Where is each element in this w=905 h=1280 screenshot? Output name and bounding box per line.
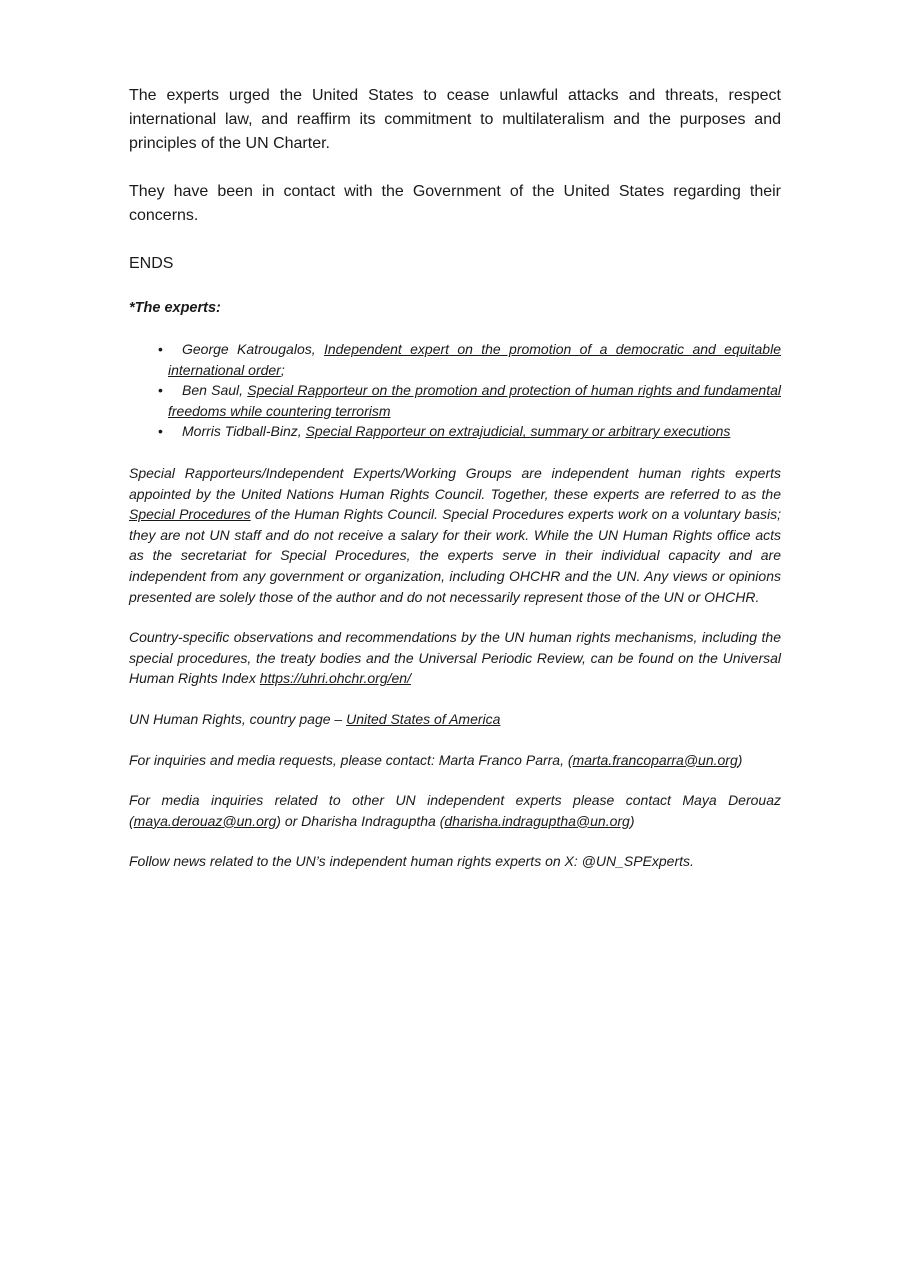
- special-procedures-boilerplate: [129, 463, 781, 607]
- contact-media-paragraph: [129, 790, 781, 831]
- uhri-url-link[interactable]: https://uhri.ohchr.org/en/: [259, 670, 411, 687]
- country-page-text: UN Human Rights, country page –: [129, 710, 347, 727]
- contact-media-text-2: ) or Dharisha Indraguptha (: [276, 812, 445, 829]
- expert-mandate-link[interactable]: Special Rapporteur on the promotion and protection of human rights and fundamental freedoms while countering terrorism: [168, 382, 781, 419]
- intro-paragraph-2: They have been in contact with the Government of the United States regarding their concerns.: [129, 183, 781, 224]
- contact-media-text-3: ): [629, 812, 635, 829]
- country-page-paragraph: [129, 709, 781, 730]
- experts-list: [129, 339, 781, 442]
- expert-name: Morris Tidball-Binz,: [182, 423, 306, 440]
- contact-media-email-link-derouaz[interactable]: maya.derouaz@un.org: [133, 812, 277, 829]
- expert-name: Ben Saul,: [182, 382, 248, 399]
- contact-primary-text-after: ): [737, 751, 743, 768]
- boilerplate-text-before: Special Rapporteurs/Independent Experts/Working Groups are independent human rights experts appointed by the United Nations Human Rights Council. Together, these experts are referred to as the: [129, 464, 781, 502]
- expert-item-suffix: ;: [280, 361, 285, 378]
- special-procedures-link[interactable]: Special Procedures: [129, 506, 251, 523]
- country-page-link[interactable]: United States of America: [346, 710, 501, 727]
- contact-primary-email-link[interactable]: marta.francoparra@un.org: [572, 751, 738, 768]
- uhri-paragraph: [129, 627, 781, 689]
- expert-mandate-link[interactable]: Independent expert on the promotion of a democratic and equitable international order: [168, 341, 781, 378]
- contact-primary-text: For inquiries and media requests, please contact: Marta Franco Parra, (: [129, 751, 573, 768]
- experts-heading: *The experts:: [129, 300, 221, 316]
- contact-media-text-1: For media inquiries related to other UN independent experts please contact Maya Derouaz (: [129, 792, 781, 829]
- expert-name: George Katrougalos,: [182, 341, 324, 357]
- expert-item-tidball-binz: [129, 421, 781, 442]
- expert-item-saul: [129, 380, 781, 421]
- uhri-text: Country-specific observations and recommendations by the UN human rights mechanisms, including the special procedures, the treaty bodies and the Universal Periodic Review, can be found on the Universal Human Rights Index: [129, 629, 781, 687]
- contact-media-email-link-indraguptha[interactable]: dharisha.indraguptha@un.org: [444, 812, 630, 829]
- follow-news-paragraph: Follow news related to the UN’s independent human rights experts on X: @UN_SPExperts.: [129, 853, 694, 870]
- intro-paragraph-1: The experts urged the United States to cease unlawful attacks and threats, respect international law, and reaffirm its commitment to multilateralism and the purposes and principles of the UN Charter.: [129, 87, 781, 152]
- boilerplate-text-after: of the Human Rights Council. Special Procedures experts work on a voluntary basis; they are not UN staff and do not receive a salary for their work. While the UN Human Rights office acts as the secretariat for Special Procedures, the experts serve in their individual capacity and are independent from any government or organization, including OHCHR and the UN. Any views or opinions presented are solely those of the author and do not necessarily represent those of the UN or OHCHR.: [129, 506, 781, 605]
- contact-primary-paragraph: [129, 750, 781, 771]
- expert-item-katrougalos: [129, 339, 781, 380]
- ends-marker: ENDS: [129, 255, 174, 272]
- expert-mandate-link[interactable]: Special Rapporteur on extrajudicial, summary or arbitrary executions: [305, 423, 731, 440]
